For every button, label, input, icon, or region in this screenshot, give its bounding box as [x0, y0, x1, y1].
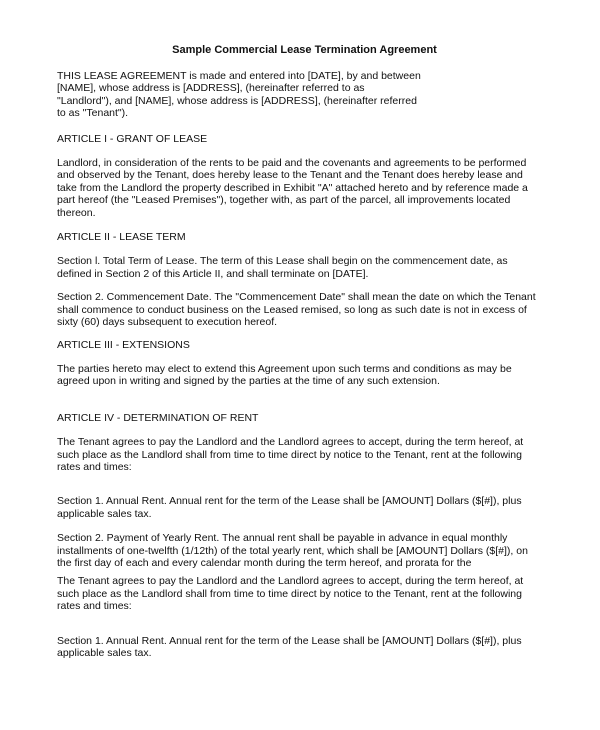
- article-4-section-2: [57, 532, 550, 569]
- text-line: shall commence to conduct business on the Leased remised, so long as such date is not in excess of: [57, 303, 527, 316]
- text-line: "Landlord"), and [NAME], whose address is [ADDRESS], (hereinafter referred: [57, 94, 417, 107]
- article-2-section-2: [57, 291, 550, 328]
- text-line: applicable sales tax.: [57, 507, 152, 520]
- text-line: The Tenant agrees to pay the Landlord and the Landlord agrees to accept, during the term hereof, at: [57, 575, 524, 588]
- text-line: such place as the Landlord shall from time to time direct by notice to the Tenant, rent at the following: [57, 587, 522, 600]
- article-2-section-1: [57, 255, 550, 280]
- text-line: Section l. Total Term of Lease. The term of this Lease shall begin on the commencement date, as: [57, 255, 508, 268]
- text-line: thereon.: [57, 206, 96, 219]
- text-line: Section 2. Commencement Date. The "Commencement Date" shall mean the date on which the Tenant: [57, 291, 536, 304]
- intro-paragraph: [57, 70, 550, 120]
- text-line: [NAME], whose address is [ADDRESS], (hereinafter referred to as: [57, 82, 365, 95]
- document-title: Sample Commercial Lease Termination Agreement: [172, 44, 437, 56]
- text-line: Section 1. Annual Rent. Annual rent for the term of the Lease shall be [AMOUNT] Dollars ($[#]), plus: [57, 634, 522, 647]
- text-line: to as "Tenant").: [57, 107, 129, 120]
- article-1-heading: ARTICLE I - GRANT OF LEASE: [57, 132, 208, 145]
- text-line: rates and times:: [57, 460, 132, 473]
- text-line: The Tenant agrees to pay the Landlord and the Landlord agrees to accept, during the term hereof, at: [57, 436, 524, 449]
- article-3-paragraph: [57, 363, 550, 388]
- text-line: The parties hereto may elect to extend this Agreement upon such terms and conditions as may be: [57, 362, 512, 375]
- text-line: and observed by the Tenant, does hereby lease to the Tenant and the Tenant does hereby lease and: [57, 169, 523, 182]
- text-line: defined in Section 2 of this Article II, and shall terminate on [DATE].: [57, 267, 369, 280]
- text-line: agreed upon in writing and signed by the parties at the time of any such extension.: [57, 375, 440, 388]
- text-line: the first day of each and every calendar month during the term hereof, and prorata for the: [57, 556, 472, 569]
- article-4-repeat-section-1: [57, 635, 550, 660]
- text-line: sixty (60) days subsequent to execution hereof.: [57, 316, 278, 329]
- text-line: Section 1. Annual Rent. Annual rent for the term of the Lease shall be [AMOUNT] Dollars ($[#]), plus: [57, 495, 522, 508]
- article-3-heading: ARTICLE III - EXTENSIONS: [57, 338, 190, 351]
- text-line: applicable sales tax.: [57, 647, 152, 659]
- article-1-paragraph: [57, 157, 550, 219]
- article-2-heading: ARTICLE II - LEASE TERM: [57, 231, 186, 244]
- text-line: part hereof (the "Leased Premises"), together with, as part of the parcel, all improvements located: [57, 194, 511, 207]
- article-4-section-1: [57, 495, 550, 520]
- text-line: installments of one-twelfth (1/12th) of the total yearly rent, which shall be [AMOUNT] Dollars ($[#]), on: [57, 544, 528, 557]
- article-4-intro: [57, 436, 550, 473]
- text-line: such place as the Landlord shall from time to time direct by notice to the Tenant, rent at the following: [57, 448, 522, 461]
- text-line: Landlord, in consideration of the rents to be paid and the covenants and agreements to be performed: [57, 157, 527, 170]
- article-4-heading: ARTICLE IV - DETERMINATION OF RENT: [57, 411, 259, 424]
- text-line: rates and times:: [57, 600, 132, 613]
- article-4-repeat-intro: [57, 575, 550, 612]
- text-line: Section 2. Payment of Yearly Rent. The annual rent shall be payable in advance in equal monthly: [57, 532, 508, 545]
- text-line: THIS LEASE AGREEMENT is made and entered into [DATE], by and between: [57, 70, 421, 82]
- text-line: take from the Landlord the property described in Exhibit "A" attached hereto and by reference made a: [57, 181, 528, 194]
